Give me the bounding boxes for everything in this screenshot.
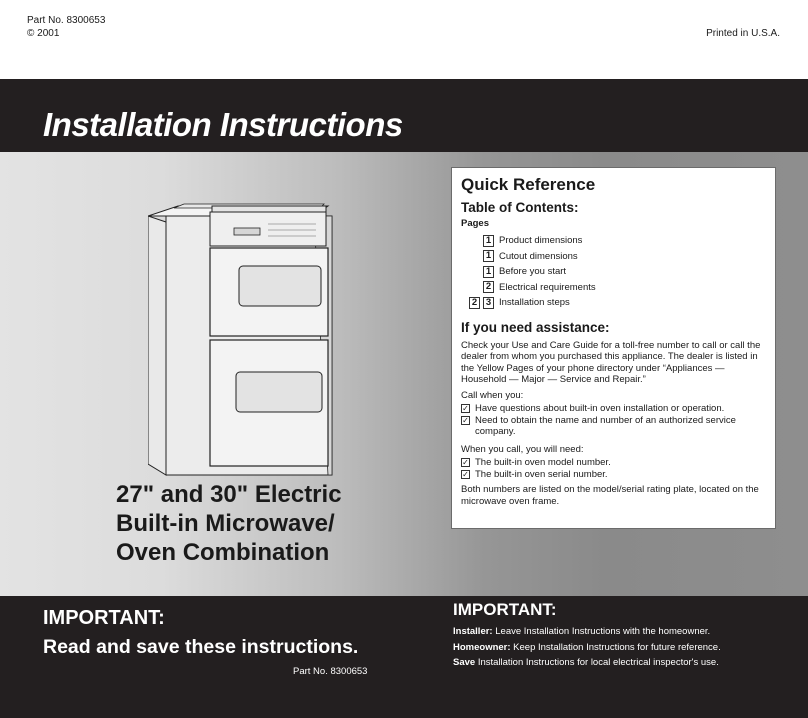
check-icon: ✓	[462, 404, 469, 413]
important-item-text: Leave Installation Instructions with the homeowner.	[492, 626, 711, 637]
page-title: Installation Instructions	[43, 106, 403, 143]
toc-item-before-you-start[interactable]	[461, 264, 766, 280]
list-item	[461, 403, 766, 415]
important-left-part-no: Part No. 8300653	[293, 666, 368, 677]
important-item-save	[453, 655, 721, 671]
important-right-list	[453, 624, 721, 671]
call-when-label: Call when you:	[461, 389, 524, 401]
important-item-lead: Save	[453, 657, 476, 668]
quick-reference-heading: Quick Reference	[461, 175, 596, 194]
assistance-heading: If you need assistance:	[461, 319, 610, 335]
important-item-text: Installation Instructions for local electrical inspector's use.	[475, 657, 719, 668]
call-when-list	[461, 403, 766, 438]
product-title-line-2: Built-in Microwave/	[116, 510, 335, 537]
product-title-line-1: 27" and 30" Electric	[116, 481, 342, 508]
toc-item-electrical-requirements[interactable]	[461, 280, 766, 296]
list-item	[461, 457, 766, 469]
quick-reference-box	[451, 167, 776, 529]
list-item-text: Have questions about built-in oven installation or operation.	[475, 403, 725, 414]
important-item-homeowner	[453, 640, 721, 656]
oven-illustration	[148, 202, 338, 482]
important-item-lead: Homeowner:	[453, 641, 511, 653]
important-item-installer	[453, 624, 721, 640]
page-number: 1	[483, 266, 494, 278]
important-left-subheading: Read and save these instructions.	[43, 636, 359, 658]
list-item-text: Need to obtain the name and number of an authorized service company.	[475, 414, 736, 437]
need-list	[461, 457, 766, 480]
header-part-no: Part No. 8300653	[27, 15, 106, 26]
check-icon: ✓	[462, 415, 469, 425]
check-icon: ✓	[462, 458, 469, 467]
toc-item-cutout-dimensions[interactable]	[461, 249, 766, 265]
page-number: 3	[483, 297, 494, 309]
page-number: 1	[483, 235, 494, 247]
page-number: 1	[483, 250, 494, 262]
toc-item-label: Electrical requirements	[499, 281, 596, 293]
check-icon: ✓	[462, 469, 469, 479]
toc-item-installation-steps[interactable]	[461, 295, 766, 311]
product-title-line-3: Oven Combination	[116, 539, 330, 566]
list-item	[461, 469, 766, 481]
toc-heading: Table of Contents:	[461, 200, 579, 215]
hero-panel	[0, 152, 808, 596]
toc-item-label: Installation steps	[499, 297, 570, 309]
assistance-text: Check your Use and Care Guide for a toll-free number to call or call the dealer from whom you purchased this appliance. The dealer is listed in the Yellow Pages of your phone directory under “Appliances — Household — Major — Service and Repair.”	[461, 339, 761, 385]
header-copyright: © 2001	[27, 28, 60, 39]
need-label: When you call, you will need:	[461, 443, 584, 455]
title-band	[0, 79, 808, 152]
page-number: 2	[469, 297, 480, 309]
product-title	[116, 480, 416, 567]
table-of-contents	[461, 233, 766, 311]
header-part-info	[27, 14, 105, 40]
pages-label: Pages	[461, 218, 489, 229]
toc-item-product-dimensions[interactable]	[461, 233, 766, 249]
list-item	[461, 415, 766, 438]
toc-item-label: Product dimensions	[499, 235, 583, 247]
page-number: 2	[483, 281, 494, 293]
toc-item-label: Before you start	[499, 266, 567, 278]
list-item-text: The built-in oven model number.	[475, 457, 611, 468]
important-item-lead: Installer:	[453, 626, 493, 637]
important-item-text: Keep Installation Instructions for future reference.	[510, 641, 721, 653]
header-printed: Printed in U.S.A.	[706, 28, 780, 39]
important-band	[0, 596, 808, 718]
important-left-heading: IMPORTANT:	[43, 607, 165, 629]
toc-item-label: Cutout dimensions	[499, 250, 578, 262]
important-right-heading: IMPORTANT:	[453, 600, 557, 619]
rating-plate-note: Both numbers are listed on the model/serial rating plate, located on the microwave oven frame.	[461, 484, 759, 507]
list-item-text: The built-in oven serial number.	[475, 468, 608, 480]
